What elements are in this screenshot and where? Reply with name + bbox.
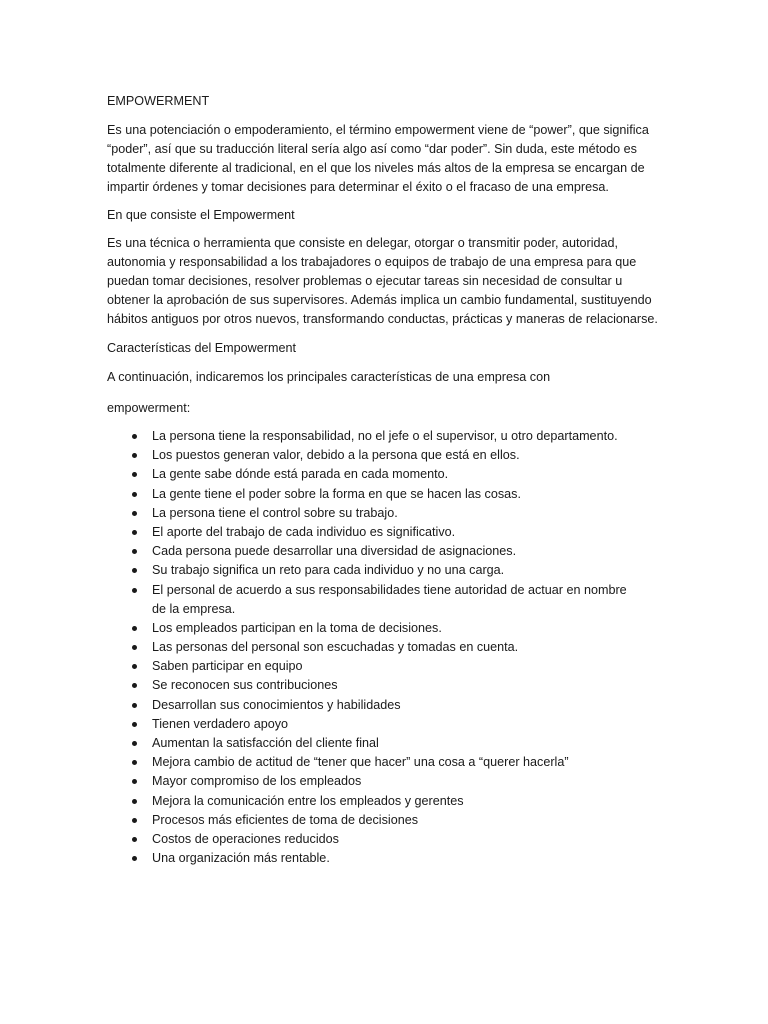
list-item — [107, 581, 627, 600]
intro-line: totalmente diferente al tradicional, en el que los niveles más altos de la empresa se encargan de — [107, 161, 645, 175]
list-item — [107, 638, 627, 657]
bullet-icon — [132, 799, 137, 804]
list-item — [107, 696, 627, 715]
bullet-icon — [132, 492, 137, 497]
list-item — [107, 657, 627, 676]
section2-intro-continued: empowerment: — [107, 401, 191, 415]
list-item — [107, 542, 627, 561]
bullet-icon — [132, 530, 137, 535]
list-item-text: El aporte del trabajo de cada individuo es significativo. — [152, 524, 456, 539]
list-item — [107, 446, 627, 465]
list-item — [107, 734, 627, 753]
list-item — [107, 849, 627, 868]
bullet-icon — [132, 837, 137, 842]
section2-intro: A continuación, indicaremos los principales características de una empresa con — [107, 370, 551, 384]
list-item — [107, 427, 627, 446]
intro-line: Es una potenciación o empoderamiento, el término empowerment viene de “power”, que significa — [107, 123, 649, 137]
list-item — [107, 676, 627, 695]
list-item — [107, 619, 627, 638]
bullet-icon — [132, 453, 137, 458]
list-item-text: La gente sabe dónde está parada en cada momento. — [152, 467, 449, 482]
list-item — [107, 830, 627, 849]
bullet-icon — [132, 434, 137, 439]
list-item-text: Los puestos generan valor, debido a la persona que está en ellos. — [152, 448, 520, 463]
list-item-text: Su trabajo significa un reto para cada individuo y no una carga. — [152, 563, 505, 578]
bullet-icon — [132, 703, 137, 708]
list-item-text: Saben participar en equipo — [152, 659, 303, 674]
bullet-icon — [132, 722, 137, 727]
list-item-text: La gente tiene el poder sobre la forma en que se hacen las cosas. — [152, 486, 521, 501]
bullet-icon — [132, 645, 137, 650]
list-item — [107, 715, 627, 734]
section1-paragraph — [107, 234, 667, 329]
bullet-icon — [132, 760, 137, 765]
section2-heading: Características del Empowerment — [107, 341, 296, 355]
list-item-text: Aumentan la satisfacción del cliente final — [152, 736, 379, 750]
list-item-text: Tienen verdadero apoyo — [152, 716, 289, 731]
bullet-icon — [132, 683, 137, 688]
list-item-text: Las personas del personal son escuchadas y tomadas en cuenta. — [152, 640, 519, 655]
section1-heading: En que consiste el Empowerment — [107, 208, 295, 222]
bullet-icon — [132, 741, 137, 746]
list-item-text: de la empresa. — [152, 601, 236, 616]
list-item — [107, 792, 627, 811]
section1-line: hábitos antiguos por otros nuevos, transformando conductas, prácticas y maneras de relacionarse. — [107, 312, 658, 326]
bullet-icon — [132, 511, 137, 516]
list-item — [107, 753, 627, 772]
list-item-text: Desarrollan sus conocimientos y habilidades — [152, 697, 401, 712]
list-item — [107, 523, 627, 542]
list-item-text: Costos de operaciones reducidos — [152, 831, 339, 846]
list-item-text: La persona tiene la responsabilidad, no el jefe o el supervisor, u otro departamento. — [152, 429, 618, 443]
list-item-text: Una organización más rentable. — [152, 851, 330, 866]
list-item-text: Mayor compromiso de los empleados — [152, 774, 362, 789]
list-item-text: Mejora cambio de actitud de “tener que hacer” una cosa a “querer hacerla” — [152, 755, 569, 770]
list-item — [107, 772, 627, 791]
bullet-icon — [132, 472, 137, 477]
list-item-text: Se reconocen sus contribuciones — [152, 678, 338, 693]
bullet-icon — [132, 588, 137, 593]
bullet-icon — [132, 549, 137, 554]
list-item — [107, 600, 627, 619]
list-item — [107, 561, 627, 580]
bullet-icon — [132, 779, 137, 784]
characteristics-list — [107, 427, 627, 868]
list-item — [107, 811, 627, 830]
bullet-icon — [132, 856, 137, 861]
intro-paragraph — [107, 121, 667, 197]
bullet-icon — [132, 568, 137, 573]
intro-line: “poder”, así que su traducción literal sería algo así como “dar poder”. Sin duda, este método es — [107, 142, 637, 156]
list-item-text: Los empleados participan en la toma de decisiones. — [152, 620, 442, 635]
section1-line: puedan tomar decisiones, resolver problemas o ejecutar tareas sin necesidad de consultar u — [107, 274, 623, 288]
list-item-text: Procesos más eficientes de toma de decisiones — [152, 812, 419, 827]
bullet-icon — [132, 626, 137, 631]
section1-line: autonomia y responsabilidad a los trabajadores o equipos de trabajo de una empresa para que — [107, 255, 637, 269]
section1-line: Es una técnica o herramienta que consiste en delegar, otorgar o transmitir poder, autoridad, — [107, 236, 619, 250]
list-item-text: La persona tiene el control sobre su trabajo. — [152, 505, 398, 520]
intro-line: impartir órdenes y tomar decisiones para determinar el éxito o el fracaso de una empresa. — [107, 180, 609, 194]
list-item — [107, 485, 627, 504]
bullet-icon — [132, 664, 137, 669]
list-item — [107, 465, 627, 484]
list-item-text: El personal de acuerdo a sus responsabilidades tiene autoridad de actuar en nombre — [152, 582, 627, 597]
bullet-icon — [132, 818, 137, 823]
list-item-text: Cada persona puede desarrollar una diversidad de asignaciones. — [152, 544, 517, 559]
section1-line: obtener la aprobación de sus supervisores. Además implica un cambio fundamental, sustituyendo — [107, 293, 652, 307]
document-title: EMPOWERMENT — [107, 94, 210, 108]
list-item — [107, 504, 627, 523]
list-item-text: Mejora la comunicación entre los empleados y gerentes — [152, 793, 464, 808]
